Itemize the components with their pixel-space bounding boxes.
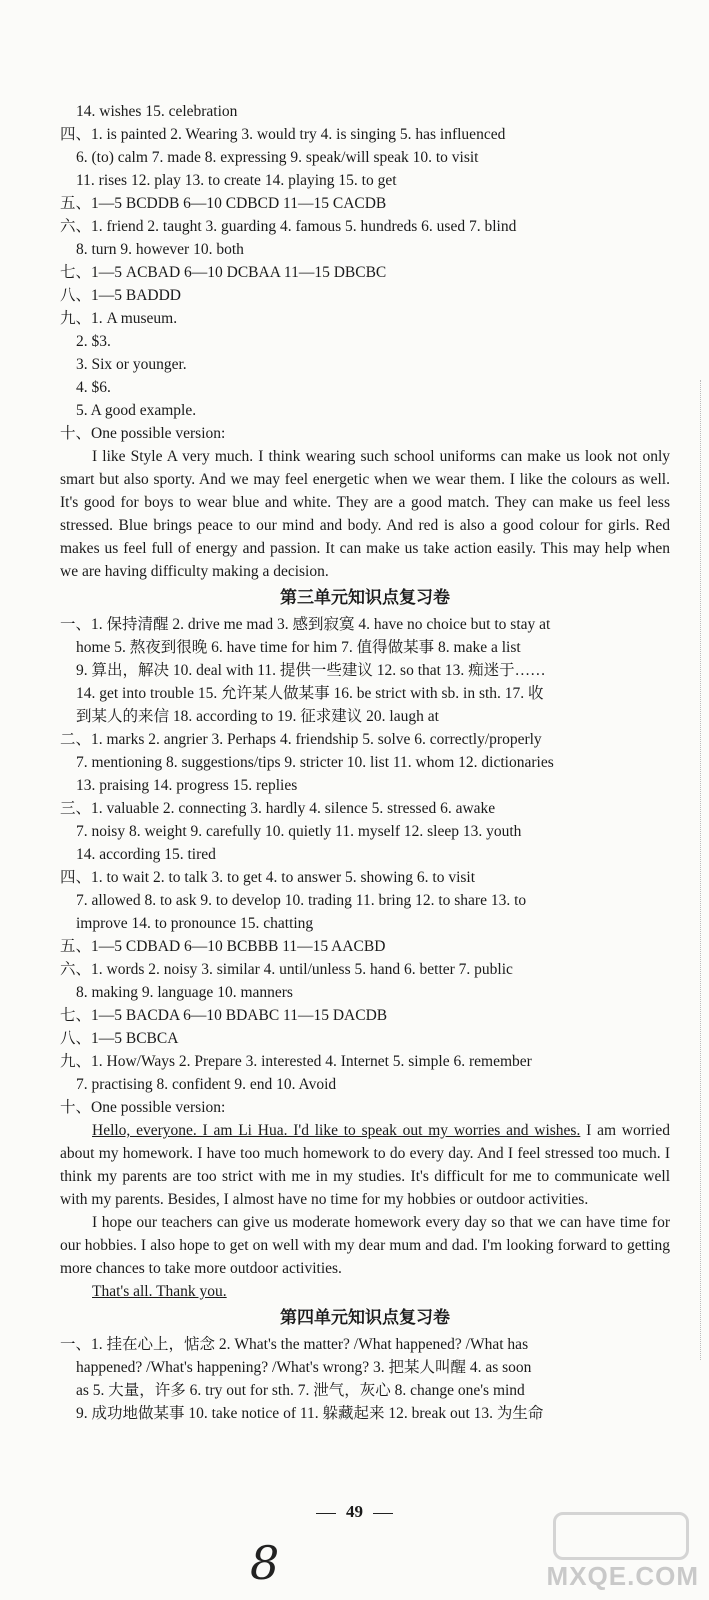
essay-text: I like Style A very much. I think wearing such school uniforms can make us look not only smart but also sporty. And we may feel energetic when we wear them. I like the colours as well. It's good for boys to wear blue and white. They are a good match. They can make us feel less stressed. Blue brings peace to our mind and body. And red is also a good colour for girls. Red makes us feel full of energy and passion. It can make us take action easily. This may help when we are having difficulty making a decision. [60, 448, 670, 580]
answer-line: 二、1. marks 2. angrier 3. Perhaps 4. friendship 5. solve 6. correctly/properly [60, 731, 542, 748]
answer-line: 八、1—5 BCBCA [60, 1030, 179, 1047]
answer-line: 3. Six or younger. [76, 356, 187, 373]
essay-paragraph-1 [60, 1119, 670, 1211]
answer-line: 7. mentioning 8. suggestions/tips 9. stricter 10. list 11. whom 12. dictionaries [76, 754, 554, 771]
section-title: 第三单元知识点复习卷 [280, 588, 450, 608]
answer-line: 14. according 15. tired [76, 846, 216, 863]
answer-line: as 5. 大量，许多 6. try out for sth. 7. 泄气，灰心 8. change one's mind [76, 1382, 525, 1399]
answer-line: 5. A good example. [76, 402, 197, 419]
answer-line: home 5. 熬夜到很晚 6. have time for him 7. 值得做某事 8. make a list [76, 639, 521, 656]
answer-line: 9. 成功地做某事 10. take notice of 11. 躲藏起来 12. break out 13. 为生命 [76, 1405, 544, 1422]
answer-line: 四、1. is painted 2. Wearing 3. would try 4. is singing 5. has influenced [60, 126, 506, 143]
essay-paragraph [60, 445, 670, 583]
dash-left [316, 1513, 336, 1514]
answer-line: 八、1—5 BADDD [60, 287, 181, 304]
answer-line: 8. turn 9. however 10. both [76, 241, 244, 258]
answer-line: 4. $6. [76, 379, 111, 396]
page-edge-dots [700, 380, 709, 1360]
essay-text: I am worried about my homework. I have too much homework to do every day. And I feel stressed too much. I think my parents are too strict with me in my studies. It's difficult for me to communicate well with my parents. Besides, I almost have no time for my hobbies or outdoor activities. [60, 1122, 670, 1208]
answer-line: 到某人的来信 18. according to 19. 征求建议 20. laugh at [76, 708, 439, 725]
answer-line: 十、One possible version: [60, 425, 226, 442]
answer-line: 7. allowed 8. to ask 9. to develop 10. trading 11. bring 12. to share 13. to [76, 892, 527, 909]
answer-line: 6. (to) calm 7. made 8. expressing 9. speak/will speak 10. to visit [76, 149, 479, 166]
answer-line: improve 14. to pronounce 15. chatting [76, 915, 314, 932]
unit4-section [60, 1333, 670, 1425]
answer-line: 七、1—5 BACDA 6—10 BDABC 11—15 DACDB [60, 1007, 388, 1024]
answer-line: 2. $3. [76, 333, 111, 350]
answer-line: 五、1—5 CDBAD 6—10 BCBBB 11—15 AACBD [60, 938, 386, 955]
essay-intro: Hello, everyone. I am Li Hua. I'd like to speak out my worries and wishes. [92, 1122, 581, 1139]
answer-line: 7. practising 8. confident 9. end 10. Avoid [76, 1076, 337, 1093]
section-title: 第四单元知识点复习卷 [280, 1308, 450, 1328]
answer-line: happened? /What's happening? /What's wrong? 3. 把某人叫醒 4. as soon [76, 1359, 532, 1376]
answer-line: 三、1. valuable 2. connecting 3. hardly 4. silence 5. stressed 6. awake [60, 800, 496, 817]
answer-line: 11. rises 12. play 13. to create 14. playing 15. to get [76, 172, 397, 189]
answer-line: 一、1. 挂在心上，惦念 2. What's the matter? /What happened? /What has [60, 1336, 529, 1353]
answer-line: 14. get into trouble 15. 允许某人做某事 16. be strict with sb. in sth. 17. 收 [76, 685, 544, 702]
answer-line: 7. noisy 8. weight 9. carefully 10. quietly 11. myself 12. sleep 13. youth [76, 823, 522, 840]
answer-line: 六、1. words 2. noisy 3. similar 4. until/unless 5. hand 6. better 7. public [60, 961, 513, 978]
top-section [60, 100, 670, 583]
answer-line: 14. wishes 15. celebration [76, 103, 238, 120]
answer-line: 13. praising 14. progress 15. replies [76, 777, 298, 794]
handwritten-mark: 8 [250, 1536, 280, 1590]
essay-ending: That's all. Thank you. [92, 1283, 227, 1300]
watermark-box [553, 1512, 689, 1560]
answer-line: 8. making 9. language 10. manners [76, 984, 293, 1001]
answer-line: 十、One possible version: [60, 1099, 226, 1116]
answer-line: 五、1—5 BCDDB 6—10 CDBCD 11—15 CACDB [60, 195, 387, 212]
page-number: 49 [346, 1502, 363, 1521]
answer-line: 九、1. A museum. [60, 310, 178, 327]
essay-text: I hope our teachers can give us moderate homework every day so that we can have time for our hobbies. I also hope to get on well with my dear mum and dad. I'm looking forward to getting more chances to take more outdoor activities. [60, 1214, 670, 1277]
answer-page [60, 100, 670, 1425]
watermark-logo [539, 1512, 699, 1592]
unit3-section [60, 613, 670, 1303]
answer-line: 9. 算出，解决 10. deal with 11. 提供一些建议 12. so that 13. 痴迷于…… [76, 662, 546, 679]
watermark-text: MXQE.COM [546, 1561, 699, 1591]
dash-right [373, 1513, 393, 1514]
essay-closing [60, 1280, 670, 1303]
answer-line: 一、1. 保持清醒 2. drive me mad 3. 感到寂寞 4. have no choice but to stay at [60, 616, 551, 633]
essay-paragraph [60, 1119, 670, 1303]
answer-line: 七、1—5 ACBAD 6—10 DCBAA 11—15 DBCBC [60, 264, 387, 281]
answer-line: 九、1. How/Ways 2. Prepare 3. interested 4. Internet 5. simple 6. remember [60, 1053, 532, 1070]
answer-line: 四、1. to wait 2. to talk 3. to get 4. to answer 5. showing 6. to visit [60, 869, 476, 886]
answer-line: 六、1. friend 2. taught 3. guarding 4. famous 5. hundreds 6. used 7. blind [60, 218, 517, 235]
